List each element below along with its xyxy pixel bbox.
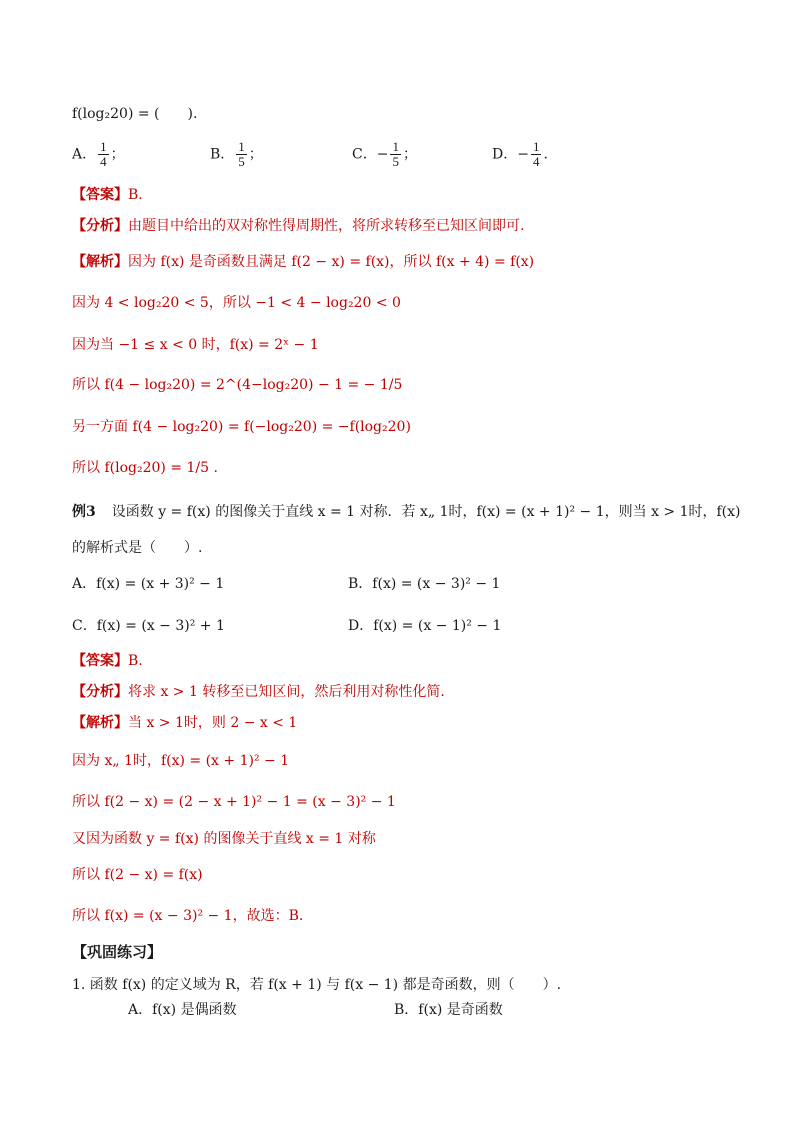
q1-solution-line-2: 因为 4 < log₂20 < 5，所以 −1 < 4 − log₂20 < 0 (72, 295, 401, 311)
solution-tag: 【解析】 (72, 254, 128, 270)
option-letter: D． (492, 146, 518, 163)
practice-heading: 【巩固练习】 (72, 943, 163, 961)
q1-solution-line-6: 所以 f(log₂20) = 1/5 . (72, 460, 218, 476)
q1-solution-line-1 (72, 252, 534, 272)
example3-analysis (72, 682, 445, 702)
example-stem-text: 设函数 y = f(x) 的图像关于直线 x = 1 对称．若 x„ 1时，f(x) = (x + 1)² − 1，则当 x > 1时，f(x) (111, 504, 741, 520)
option-expr: f(x) = (x − 3)² + 1 (96, 618, 225, 634)
example3-option-a (72, 574, 224, 594)
fraction (390, 140, 401, 169)
fraction-numerator: 1 (392, 139, 399, 154)
fraction-numerator: 1 (532, 139, 540, 154)
fraction-denominator: 4 (100, 154, 107, 169)
example3-answer (72, 651, 143, 671)
fraction (98, 140, 109, 169)
q1-solution-line-3: 因为当 −1 ≤ x < 0 时，f(x) = 2ˣ − 1 (72, 337, 319, 353)
option-expr: f(x) = (x − 3)² − 1 (372, 576, 501, 592)
option-letter: A． (72, 146, 97, 163)
option-tail: ； (402, 146, 417, 163)
answer-tag: 【答案】 (72, 187, 128, 203)
example3-solution-line-1 (72, 713, 297, 733)
analysis-text: 将求 x > 1 转移至已知区间，然后利用对称性化简. (128, 684, 445, 700)
solution-tag: 【解析】 (72, 715, 128, 731)
example3-solution-line-3: 所以 f(2 − x) = (2 − x + 1)² − 1 = (x − 3)² − 1 (72, 794, 396, 810)
example3-solution-line-6: 所以 f(x) = (x − 3)² − 1，故选：B. (72, 908, 304, 924)
answer-text: B. (128, 187, 143, 203)
answer-tag: 【答案】 (72, 653, 128, 669)
example3-stem-line2: 的解析式是（ ）. (72, 540, 203, 556)
practice-q1-stem: 1. 函数 f(x) 的定义域为 R，若 f(x + 1) 与 f(x − 1) 都是奇函数，则（ ）. (72, 977, 562, 993)
option-sign: − (376, 146, 389, 163)
option-letter: B． (394, 1002, 419, 1018)
fraction (531, 140, 542, 169)
fraction-denominator: 5 (238, 154, 245, 169)
example3-option-c (72, 616, 225, 636)
option-letter: D． (348, 618, 374, 634)
fraction (236, 140, 247, 169)
option-letter: A． (72, 576, 97, 592)
option-sign: − (517, 146, 529, 163)
option-expr: f(x) = (x − 1)² − 1 (373, 618, 502, 634)
example3-solution-line-5: 所以 f(2 − x) = f(x) (72, 867, 203, 883)
q1-option-b (210, 140, 263, 169)
q1-solution-line-4: 所以 f(4 − log₂20) = 2^(4−log₂20) − 1 = − 1/5 (72, 377, 403, 393)
example3-solution-line-2: 因为 x„ 1时，f(x) = (x + 1)² − 1 (72, 753, 290, 769)
option-tail: ； (248, 146, 263, 163)
option-letter: C． (352, 146, 377, 163)
option-tail: . (543, 146, 548, 163)
example3-option-b (348, 574, 500, 594)
q1-option-a (72, 140, 125, 169)
example3-stem-line1 (72, 502, 741, 522)
option-letter: B． (210, 146, 235, 163)
option-text: f(x) 是偶函数 (152, 1002, 237, 1018)
option-tail: ； (110, 146, 125, 163)
example3-solution-line-4: 又因为函数 y = f(x) 的图像关于直线 x = 1 对称 (72, 831, 376, 847)
option-expr: f(x) = (x + 3)² − 1 (96, 576, 225, 592)
q1-analysis (72, 216, 524, 236)
q1-solution-line-5: 另一方面 f(4 − log₂20) = f(−log₂20) = −f(log₂20) (72, 419, 411, 435)
q1-option-d (492, 140, 548, 169)
analysis-tag: 【分析】 (72, 218, 128, 234)
analysis-text: 由题目中给出的双对称性得周期性，将所求转移至已知区间即可. (128, 218, 525, 234)
fraction-numerator: 1 (238, 139, 245, 154)
analysis-tag: 【分析】 (72, 684, 128, 700)
option-letter: C． (72, 618, 97, 634)
fraction-denominator: 4 (532, 154, 540, 169)
practice-q1-option-b (394, 1000, 503, 1020)
example-label: 例3 (72, 504, 96, 520)
q1-option-c (352, 140, 417, 169)
solution-text: 因为 f(x) 是奇函数且满足 f(2 − x) = f(x)，所以 f(x + 4) = f(x) (128, 254, 535, 270)
example3-option-d (348, 616, 501, 636)
q1-stem: f(log₂20) = ( ). (72, 106, 198, 122)
practice-q1-option-a (128, 1000, 237, 1020)
option-text: f(x) 是奇函数 (418, 1002, 503, 1018)
option-letter: A． (128, 1002, 153, 1018)
option-letter: B． (348, 576, 373, 592)
q1-answer (72, 185, 143, 205)
fraction-numerator: 1 (100, 139, 107, 154)
fraction-denominator: 5 (392, 154, 399, 169)
answer-text: B. (128, 653, 143, 669)
solution-text: 当 x > 1时，则 2 − x < 1 (128, 715, 298, 731)
